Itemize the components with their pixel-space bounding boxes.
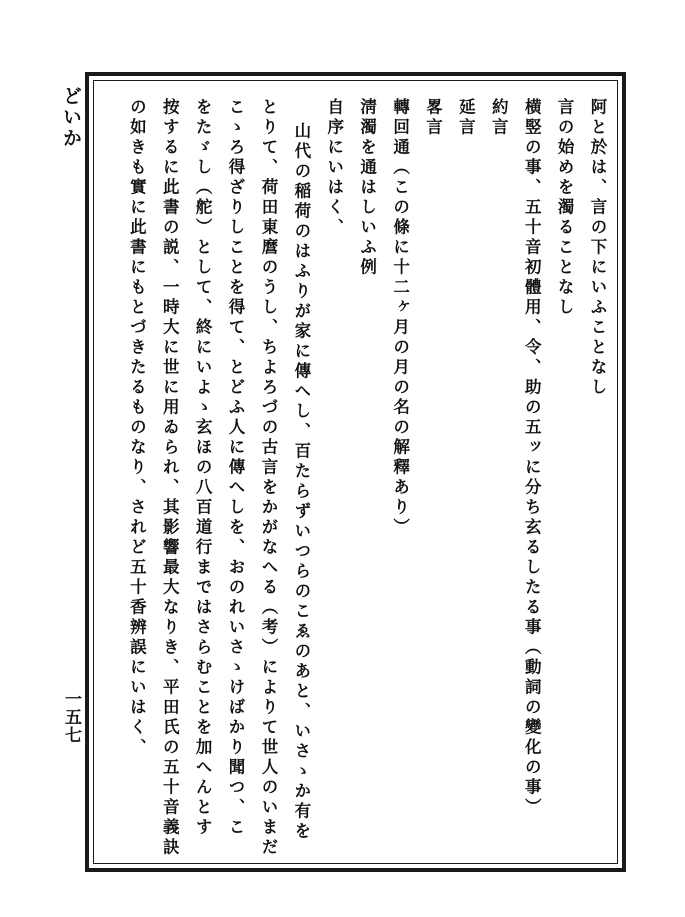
text-line: 横竪の事、五十音初體用、令、助の五ッに分ち玄るしたる事（動詞の變化の事） — [522, 98, 542, 818]
text-line: 山代の稲荷のはふりが家に傳へし、百たらずいつらのこゑのあと、いさゝか有を — [291, 122, 311, 842]
text-line: 延言 — [456, 98, 476, 138]
text-line: 轉回通（この條に十二ヶ月の月の名の解釋あり） — [390, 98, 410, 538]
text-line: 阿と於は、言の下にいふことなし — [588, 98, 607, 398]
text-line: 淸濁を通はしいふ例 — [357, 98, 377, 278]
text-line: の如きも實に此書にもとづきたるものなり、されど五十香辨誤にいはく、 — [127, 98, 147, 758]
text-line: 按するに此書の説、一時大に世に用ゐられ、其影響最大なりき、平田氏の五十音義訣 — [160, 98, 180, 858]
text-line: 自序にいはく、 — [324, 98, 344, 238]
text-line: こゝろ得ざりしことを得て、とどふ人に傳へしを、おのれいさゝけばかり聞つ、こ — [226, 98, 246, 838]
text-line: 畧言 — [423, 98, 443, 138]
text-line: をたゞし（舵）として、終にいよゝ玄ほの八百道行まではさらむことを加へんとす — [193, 98, 213, 838]
text-line: とりて、荷田東麿のうし、ちよろづの古言をかがなへる（考）によりて世人のいまだ — [258, 98, 278, 858]
page-number: 一五七 — [61, 690, 81, 744]
text-line: 約言 — [489, 98, 509, 138]
side-title: どいか — [60, 86, 82, 149]
text-line: 言の始めを濁ることなし — [555, 98, 575, 318]
vertical-text-body — [108, 98, 613, 864]
